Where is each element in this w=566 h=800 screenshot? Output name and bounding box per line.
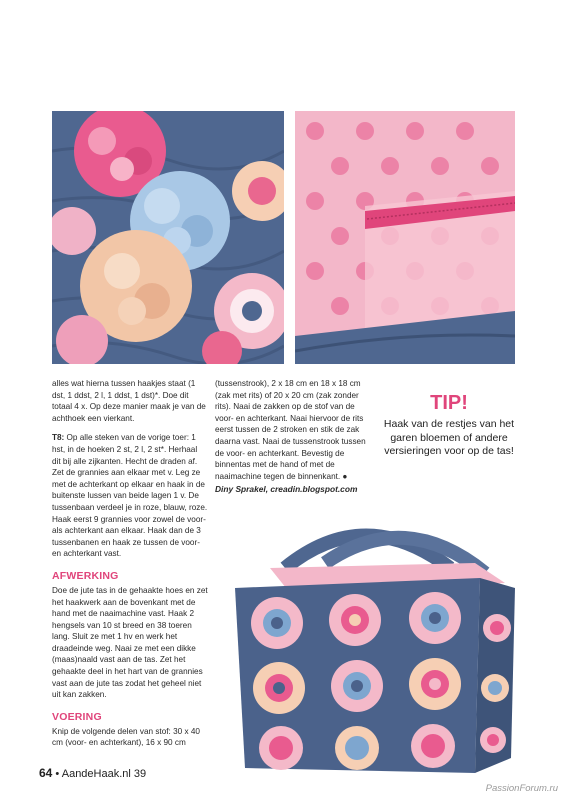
paragraph: [215, 378, 367, 482]
tip-box: [378, 392, 520, 459]
text-column-right: [215, 378, 367, 496]
author-credit: Diny Sprakel, creadin.blogspot.com: [215, 484, 358, 495]
heading-afwerking: AFWERKING: [52, 569, 119, 582]
paragraph: Doe de jute tas in de gehaakte hoes en zet het haakwerk aan de bovenkant met de hand met de naaimachine vast. Haak 2 hengsels van 10 st breed en 38 toeren lang. Sluit ze met 1 hv en werk het draadeinde weg. Naai ze met een dikke (maas)naald vast aan de tas. Zet het gehaakte deel in het hart van de grannies vast aan de jute tas zodat het geheel niet uit kan zakken.: [52, 585, 208, 700]
paragraph: Knip de volgende delen van stof: 30 x 40 cm (voor- en achterkant), 16 x 90 cm: [52, 726, 200, 748]
magazine-name: AandeHaak.nl 39: [61, 768, 147, 780]
tip-heading: TIP!: [430, 392, 468, 414]
photo-bag-lining: [295, 111, 515, 364]
paragraph-text: Op alle steken van de vorige toer: 1 hst, in de hoeken 2 st, 2 l, 2 st*. Herhaal dit bij alle zijkanten. Hecht de draden af. Zet de grannies aan elkaar met v. Leg ze met de achterkant op elkaar en haak in de buitenste lussen van beide lagen 1 v. De tussenbaan verdeel je in roze, blauw, roze. Haak eerst 9 grannies voor zowel de voor- als achterkant aan elkaar. Haak dan de 3 tussenbanen en haak ze tussen de voor- en achterkant vast.: [52, 433, 208, 559]
page-number: 64: [39, 766, 53, 780]
heading-voering: VOERING: [52, 710, 102, 723]
page-footer: [39, 766, 146, 780]
photo-finished-bag: [215, 508, 521, 778]
photo-crochet-flowers: [52, 111, 284, 364]
tip-text: Haak van de restjes van het garen bloemen of andere versieringen voor op de tas!: [383, 418, 515, 457]
paragraph-t8: [52, 432, 208, 560]
footer-bullet: •: [55, 768, 60, 780]
watermark: PassionForum.ru: [485, 783, 558, 794]
text-column-left: [52, 378, 208, 757]
end-mark: ●: [342, 471, 348, 481]
row-label: T8:: [52, 433, 65, 443]
paragraph: alles wat hierna tussen haakjes staat (1 dst, 1 ddst, 2 l, 1 ddst, 1 dst)*. Doe dit totaal 4 x. Op deze manier maak je van de achthoek een vierkant.: [52, 379, 206, 423]
paragraph-text: (tussenstrook), 2 x 18 cm en 18 x 18 cm (zak met rits) of 20 x 20 cm (zak zonder rits). Naai de zakken op de stof van de voor- en achterkant. Naai hiervoor de rits eerst tussen de 2 stroken en stik de zak daarna vast. Naai de tussenstrook tussen de voor- en achterkant. Bevestig de binnentas met de hand of met de naaimachine tegen de binnenkant.: [215, 379, 366, 481]
